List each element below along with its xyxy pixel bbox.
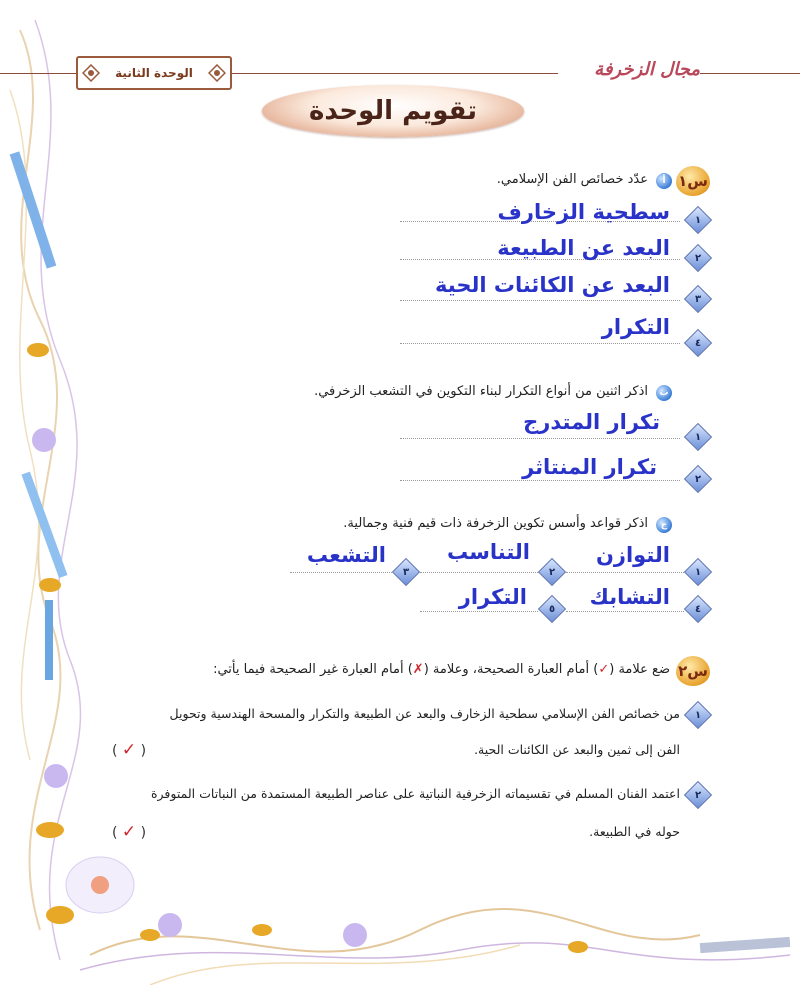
answer-line — [400, 343, 680, 344]
cross-symbol: ✗ — [412, 662, 424, 677]
answer-line — [400, 480, 680, 481]
answer-number-badge: ٤ — [684, 595, 712, 623]
answer-c4: التشابك — [589, 585, 670, 609]
question-2-instruction: ضع علامة (✓) أمام العبارة الصحيحة، وعلامة (✗) أمام العبارة غير الصحيحة فيما يأتي: — [213, 662, 670, 677]
header-rule-left — [0, 73, 76, 74]
part-c-prompt: اذكر قواعد وأسس تكوين الزخرفة ذات قيم فنية وجمالية. — [343, 516, 648, 531]
answer-line — [400, 438, 680, 439]
answer-line — [566, 611, 684, 612]
statement-1-answer: ( ✓ ) — [112, 740, 147, 760]
answer-number-badge: ٢ — [684, 244, 712, 272]
page-title-banner — [262, 85, 524, 137]
statement-1-line-1: من خصائص الفن الإسلامي سطحية الزخارف والبعد عن الطبيعة والتكرار والمسحة الهندسية وتحويل — [169, 706, 680, 721]
answer-number-badge: ١ — [684, 558, 712, 586]
check-symbol: ✓ — [598, 662, 610, 677]
part-c-marker: ج — [656, 517, 672, 533]
page-title: تقويم الوحدة — [308, 96, 478, 126]
answer-line — [290, 572, 394, 573]
statement-number-badge: ١ — [684, 701, 712, 729]
answer-b2: تكرار المنتاثر — [522, 455, 657, 479]
answer-number-badge: ٣ — [392, 558, 420, 586]
ornament-right-icon — [208, 64, 226, 82]
answer-a1: سطحية الزخارف — [497, 200, 670, 224]
part-b-marker: ب — [656, 385, 672, 401]
answer-c1: التوازن — [595, 543, 670, 567]
answer-line — [420, 611, 538, 612]
answer-number-badge: ٣ — [684, 285, 712, 313]
answer-number-badge: ٢ — [538, 558, 566, 586]
answer-number-badge: ٤ — [684, 329, 712, 357]
statement-number-badge: ٢ — [684, 781, 712, 809]
part-b-prompt: اذكر اثنين من أنواع التكرار لبناء التكوين في التشعب الزخرفي. — [314, 384, 648, 399]
unit-label-box — [76, 56, 232, 90]
answer-line — [566, 572, 684, 573]
part-a-prompt: عدّد خصائص الفن الإسلامي. — [496, 172, 648, 187]
answer-c3: التشعب — [306, 543, 386, 567]
answer-b1: تكرار المتدرج — [523, 410, 660, 434]
field-title: مجال الزخرفة — [594, 59, 700, 80]
answer-number-badge: ٥ — [538, 595, 566, 623]
answer-a2: البعد عن الطبيعة — [497, 236, 670, 260]
answer-number-badge: ٢ — [684, 465, 712, 493]
header-rule-right — [700, 73, 800, 74]
question-1-badge: س١ — [676, 166, 710, 196]
unit-label: الوحدة الثانية — [115, 66, 193, 80]
answer-a3: البعد عن الكائنات الحية — [435, 273, 670, 297]
header-rule-middle — [228, 73, 558, 74]
statement-1-line-2: الفن إلى ثمين والبعد عن الكائنات الحية. — [474, 742, 680, 757]
answer-a4: التكرار — [601, 315, 670, 339]
statement-2-line-1: اعتمد الفنان المسلم في تقسيماته الزخرفية النباتية على عناصر الطبيعة المستمدة من النباتات المتوفرة — [150, 786, 680, 801]
answer-c2: التناسب — [447, 540, 530, 564]
statement-2-line-2: حوله في الطبيعة. — [589, 824, 680, 839]
statement-2-answer: ( ✓ ) — [112, 822, 147, 842]
ornament-left-icon — [82, 64, 100, 82]
question-2-badge: س٢ — [676, 656, 710, 686]
answer-line — [400, 300, 680, 301]
answer-number-badge: ١ — [684, 423, 712, 451]
answer-c5: التكرار — [458, 585, 527, 609]
answer-line — [420, 572, 538, 573]
part-a-marker: أ — [656, 173, 672, 189]
answer-number-badge: ١ — [684, 206, 712, 234]
